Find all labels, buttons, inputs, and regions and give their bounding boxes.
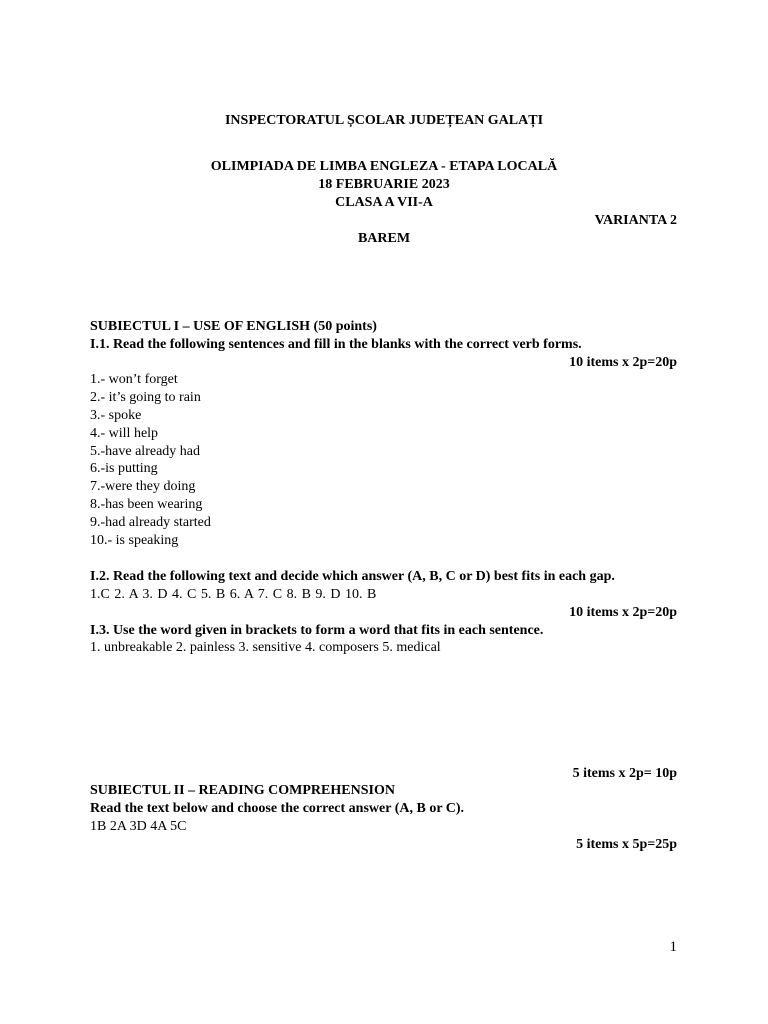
exam-date: 18 FEBRUARIE 2023 [318, 177, 450, 192]
subject2-score: 5 items x 5p=25p [576, 837, 677, 852]
list-item: 10.- is speaking [90, 533, 179, 549]
ex1-score: 10 items x 2p=20p [569, 355, 677, 370]
ex2-answers: 1.C 2. A 3. D 4. C 5. B 6. A 7. C 8. B 9. D 10. B [90, 587, 377, 602]
subject1-title: SUBIECTUL I – USE OF ENGLISH (50 points) [90, 319, 377, 334]
list-item: 4.- will help [90, 425, 159, 441]
class-level: CLASA A VII-A [335, 195, 433, 210]
subject2-title: SUBIECTUL II – READING COMPREHENSION [90, 783, 395, 798]
inspectorate-heading: INSPECTORATUL ȘCOLAR JUDEȚEAN GALAȚI [224, 113, 544, 128]
list-item: 9.-had already started [90, 515, 211, 531]
variant-label: VARIANTA 2 [594, 213, 677, 228]
ex3-instruction: I.3. Use the word given in brackets to form a word that fits in each sentence. [90, 623, 544, 638]
subject2-answers: 1B 2A 3D 4A 5C [90, 819, 187, 834]
list-item: 6.-is putting [90, 461, 158, 477]
ex1-answer-list [90, 371, 211, 550]
list-item: 3.- spoke [90, 407, 142, 423]
page-number: 1 [669, 939, 677, 955]
ex1-instruction: I.1. Read the following sentences and fill in the blanks with the correct verb forms. [90, 337, 582, 352]
list-item: 1.- won’t forget [90, 372, 178, 387]
barem-label: BAREM [357, 231, 411, 246]
olympiad-title: OLIMPIADA DE LIMBA ENGLEZA - ETAPA LOCALĂ [210, 159, 558, 174]
list-item: 5.-have already had [90, 443, 200, 459]
ex2-instruction: I.2. Read the following text and decide which answer (A, B, C or D) best fits in each gap. [90, 569, 615, 584]
subject2-instruction: Read the text below and choose the correct answer (A, B or C). [90, 801, 465, 816]
list-item: 2.- it’s going to rain [90, 389, 201, 405]
list-item: 7.-were they doing [90, 479, 196, 495]
ex2-score: 10 items x 2p=20p [569, 605, 677, 620]
ex3-score: 5 items x 2p= 10p [572, 766, 677, 781]
ex3-answers: 1. unbreakable 2. painless 3. sensitive 4. composers 5. medical [90, 640, 441, 655]
list-item: 8.-has been wearing [90, 497, 203, 513]
